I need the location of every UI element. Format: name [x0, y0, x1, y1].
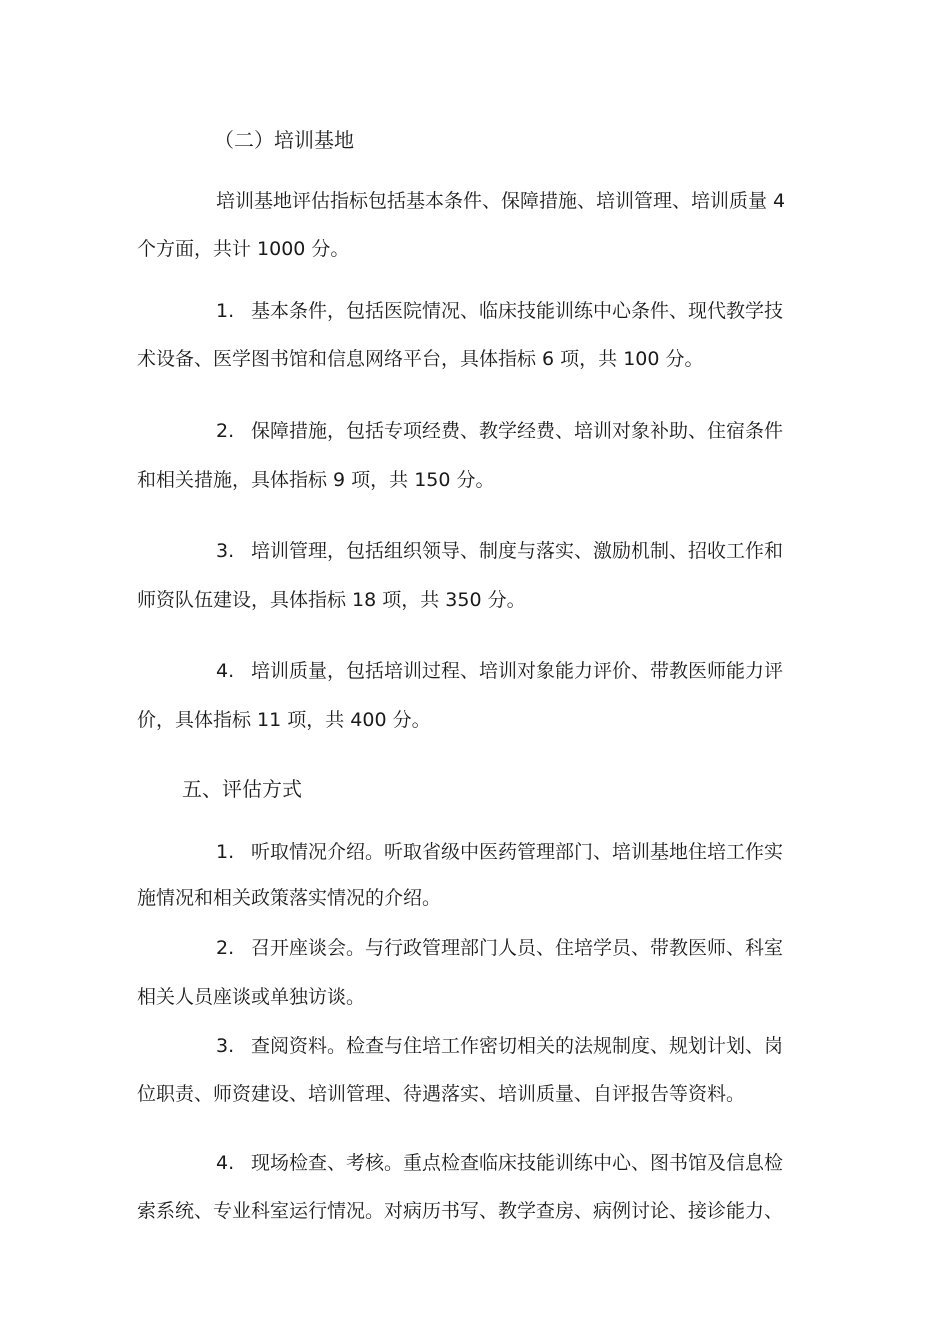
document-page: （二）培训基地 培训基地评估指标包括基本条件、保障措施、培训管理、培训质量 4 个方面，共计 1000 分。 1. 基本条件，包括医院情况、临床技能训练中心条件、现代教学技 术设备、医学图书馆和信息网络平台，具体指标 6 项，共 100 分。 2. 保障措施，包括专项经费、教学经费、培训对象补助、住宿条件 和相关措施，具体指标 9 项，共 150 分。 3. 培训管理，包括组织领导、制度与落实、激励机制、招收工作和 师资队伍建设，具体指标 18 项，共 350 分。 4. 培训质量，包括培训过程、培训对象能力评价、带教医师能力评 价，具体指标 11 项，共 400 分。 五、评估方式 1. 听取情况介绍。听取省级中医药管理部门、培训基地住培工作实 施情况和相关政策落实情况的介绍。 2. 召开座谈会。与行政管理部门人员、住培学员、带教医师、科室 相关人员座谈或单独访谈。 3. 查阅资料。检查与住培工作密切相关的法规制度、规划计划、岗 位职责、师资建设、培训管理、待遇落实、培训质量、自评报告等资料。 4. 现场检查、考核。重点检查临床技能训练中心、图书馆及信息检 索系统、专业科室运行情况。对病历书写、教学查房、病例讨论、接诊能力、 [137, 128, 786, 1222]
